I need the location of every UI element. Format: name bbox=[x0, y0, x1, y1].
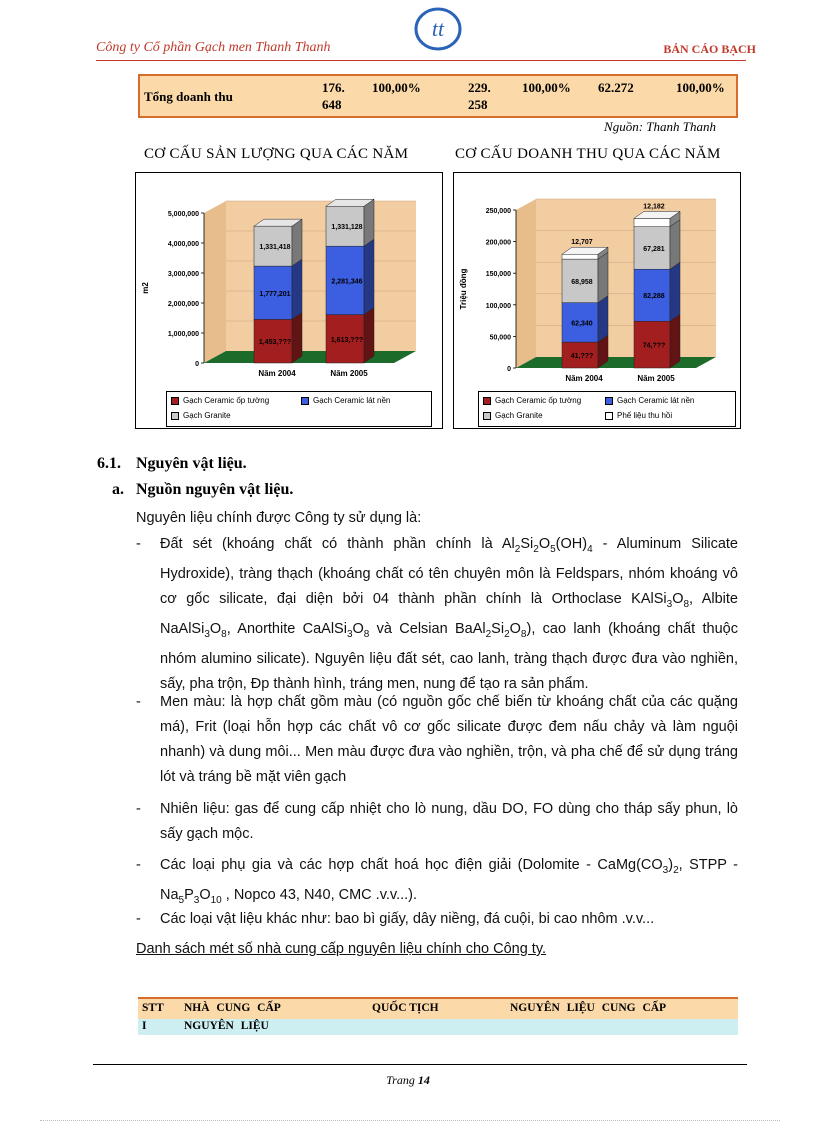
company-logo bbox=[413, 6, 463, 52]
x-category-label: Năm 2004 bbox=[565, 374, 603, 383]
bullet-dash: - bbox=[136, 694, 141, 710]
col-stt: STT bbox=[142, 1002, 164, 1014]
bar-segment-side bbox=[292, 312, 302, 363]
bar-segment-side bbox=[364, 308, 374, 363]
bar-data-label: 1,453,??? bbox=[258, 339, 292, 347]
bar-data-label: 1,331,128 bbox=[331, 224, 363, 232]
y-tick-label: 2,000,000 bbox=[167, 301, 199, 308]
x-category-label: Năm 2005 bbox=[637, 374, 675, 383]
bar-segment-side bbox=[670, 314, 680, 368]
col-nationality: QUỐC TỊCH bbox=[372, 1002, 439, 1014]
revenue-2004-percent: 100,00% bbox=[372, 80, 421, 95]
chart1-frame bbox=[135, 172, 443, 429]
bar-data-label: 41,??? bbox=[570, 353, 594, 361]
chart2-legend bbox=[478, 391, 736, 427]
bar-data-label: 67,281 bbox=[643, 245, 665, 253]
bullet-clay: Đất sét (khoáng chất có thành phần chính là $Al_2Si_2O_5(OH)_4$ - Aluminum Silicate Hydroxide), tràng thạch (khoáng chất có tên chuyên môn là Feldspars, nhóm khoáng vô cơ gốc silicate, đại diện bởi 04 thành phần chính là Orthoclase $KAlSi_3O_8$, Albite $NaAlSi_3O_8$, Anorthite $CaAlSi_3O_8$ và Celsian $BaAl_2Si_2O_8$), cao lanh (khoáng chất thuộc nhóm alumino silicate). Nguyên liệu đất sét, cao lanh, tràng thạch được đưa vào nghiền, sấy, pha trộn, Đp thành hình, tráng men, nung để tạo ra sản phẩm. bbox=[160, 536, 738, 692]
chart1-svg bbox=[136, 173, 442, 388]
chart-floor bbox=[516, 357, 716, 368]
chart2-legend-item: Phế liệu thu hồi bbox=[605, 411, 672, 420]
revenue-2005-value-cont: 258 bbox=[468, 97, 488, 112]
revenue-total-row bbox=[138, 74, 738, 118]
y-tick-label: 3,000,000 bbox=[167, 271, 199, 278]
supplier-list-heading: Danh sách mét số nhà cung cấp nguyên liệu chính cho Công ty. bbox=[136, 941, 547, 957]
y-tick-label: 1,000,000 bbox=[167, 331, 199, 338]
section-title: Nguyên vật liệu. bbox=[136, 455, 247, 472]
chart2-frame bbox=[453, 172, 741, 429]
header-divider bbox=[96, 60, 746, 61]
bullet-dash: - bbox=[136, 911, 141, 927]
y-tick-label: 0 bbox=[507, 366, 511, 373]
bar-data-label: 12,707 bbox=[571, 239, 593, 247]
bar-segment bbox=[634, 218, 670, 226]
bar-data-label: 1,613,??? bbox=[330, 336, 364, 344]
chart1-legend-item: Gạch Ceramic ốp tường bbox=[171, 396, 269, 405]
chart2-title: CƠ CẤU DOANH THU QUA CÁC NĂM bbox=[455, 146, 721, 162]
bar-segment bbox=[562, 254, 598, 259]
y-axis-label: Triệu đồng bbox=[459, 268, 468, 310]
chart1-legend-item: Gạch Granite bbox=[171, 411, 231, 420]
y-tick-label: 100,000 bbox=[485, 302, 511, 310]
x-category-label: Năm 2004 bbox=[258, 369, 296, 378]
y-tick-label: 50,000 bbox=[489, 334, 511, 342]
chart1-title: CƠ CẤU SẢN LƯỢNG QUA CÁC NĂM bbox=[144, 146, 409, 162]
y-tick-label: 0 bbox=[195, 361, 199, 368]
revenue-2004-value: 176. bbox=[322, 80, 345, 95]
chart-floor bbox=[204, 351, 416, 363]
chart1-legend bbox=[166, 391, 432, 427]
bar-segment-side bbox=[670, 220, 680, 270]
bar-data-label: 82,288 bbox=[643, 293, 665, 301]
intro-text: Nguyên liệu chính được Công ty sử dụng là: bbox=[136, 510, 422, 526]
chart-side-wall bbox=[516, 199, 536, 368]
row-group-label: NGUYÊN LIỆU bbox=[184, 1020, 269, 1032]
bar-data-label: 12,182 bbox=[643, 203, 665, 211]
bullet-dash: - bbox=[136, 857, 141, 873]
table-row bbox=[138, 1019, 738, 1035]
bullet-fuel: Nhiên liệu: gas để cung cấp nhiệt cho lò nung, dầu DO, FO dùng cho tháp sấy phun, lò sấy gạch mộc. bbox=[160, 801, 738, 842]
revenue-q-value: 62.272 bbox=[598, 80, 634, 95]
section-number: 6.1. bbox=[97, 455, 121, 472]
bar-segment-side bbox=[598, 296, 608, 342]
bar-data-label: 1,777,201 bbox=[259, 290, 291, 298]
bar-data-label: 74,??? bbox=[642, 342, 666, 350]
bar-data-label: 1,331,418 bbox=[259, 244, 291, 252]
bullet-glaze: Men màu: là hợp chất gồm màu (có nguồn gốc chế biến từ khoáng chất của các quặng má), Frit (loại hỗn hợp các chất vô cơ gốc silicate được đem nấu chảy và làm nguội nhanh) và dung môi... Men màu được đưa vào nghiền, trộn, và pha chế để sử dụng tráng lót và tráng bề mặt viên gạch bbox=[160, 694, 738, 785]
subsection-number: a. bbox=[112, 481, 124, 498]
supplier-table-header bbox=[138, 997, 738, 1019]
bar-segment-side bbox=[364, 239, 374, 314]
page-prefix: Trang bbox=[386, 1073, 415, 1087]
document-title: BẢN CÁO BẠCH bbox=[663, 42, 756, 56]
bullet-dash: - bbox=[136, 536, 141, 552]
bar-data-label: 2,281,346 bbox=[331, 278, 363, 286]
page-number: 14 bbox=[417, 1073, 430, 1087]
revenue-2005-percent: 100,00% bbox=[522, 80, 571, 95]
col-material: NGUYÊN LIỆU CUNG CẤP bbox=[510, 1002, 667, 1014]
y-tick-label: 5,000,000 bbox=[167, 211, 199, 218]
chart2-legend-item: Gạch Ceramic lát nền bbox=[605, 396, 694, 405]
revenue-label: Tổng doanh thu bbox=[144, 89, 233, 104]
chart2-legend-item: Gạch Granite bbox=[483, 411, 543, 420]
chart-side-wall bbox=[204, 201, 226, 363]
x-category-label: Năm 2005 bbox=[330, 369, 368, 378]
bar-data-label: 68,958 bbox=[571, 278, 593, 286]
chart2-svg bbox=[454, 173, 740, 388]
bar-segment-side bbox=[670, 262, 680, 321]
revenue-q-percent: 100,00% bbox=[676, 80, 725, 95]
row-index: I bbox=[142, 1020, 147, 1032]
bullet-dash: - bbox=[136, 801, 141, 817]
y-tick-label: 250,000 bbox=[485, 208, 511, 215]
bar-segment-side bbox=[292, 259, 302, 319]
y-axis-label: m2 bbox=[141, 282, 150, 294]
y-tick-label: 4,000,000 bbox=[167, 241, 199, 248]
col-supplier: NHÀ CUNG CẤP bbox=[184, 1002, 281, 1014]
company-name: Công ty Cổ phần Gạch men Thanh Thanh bbox=[96, 40, 331, 55]
bullet-additives: Các loại phụ gia và các hợp chất hoá học điện giải (Dolomite - $CaMg(CO_3)_2$, STPP - $Na_5P_3O_{10}$ , Nopco 43, N40, CMC .v.v...). bbox=[160, 857, 738, 906]
data-source: Nguồn: Thanh Thanh bbox=[604, 119, 716, 134]
revenue-2005-value: 229. bbox=[468, 80, 491, 95]
bullet-other: Các loại vật liệu khác như: bao bì giấy, dây niềng, đá cuội, bi cao nhôm .v.v... bbox=[160, 911, 655, 927]
logo-text: tt bbox=[431, 16, 445, 41]
bar-segment-side bbox=[292, 219, 302, 266]
subsection-title: Nguồn nguyên vật liệu. bbox=[136, 481, 294, 498]
bar-segment-side bbox=[364, 199, 374, 246]
revenue-2004-value-cont: 648 bbox=[322, 97, 342, 112]
bar-segment-side bbox=[598, 252, 608, 303]
y-tick-label: 200,000 bbox=[485, 239, 511, 247]
footer-divider bbox=[93, 1064, 747, 1065]
page-footer bbox=[0, 1073, 816, 1088]
y-tick-label: 150,000 bbox=[485, 271, 511, 279]
chart2-legend-item: Gạch Ceramic ốp tường bbox=[483, 396, 581, 405]
page-edge bbox=[40, 1120, 780, 1121]
bar-data-label: 62,340 bbox=[571, 320, 593, 328]
chart1-legend-item: Gạch Ceramic lát nền bbox=[301, 396, 390, 405]
